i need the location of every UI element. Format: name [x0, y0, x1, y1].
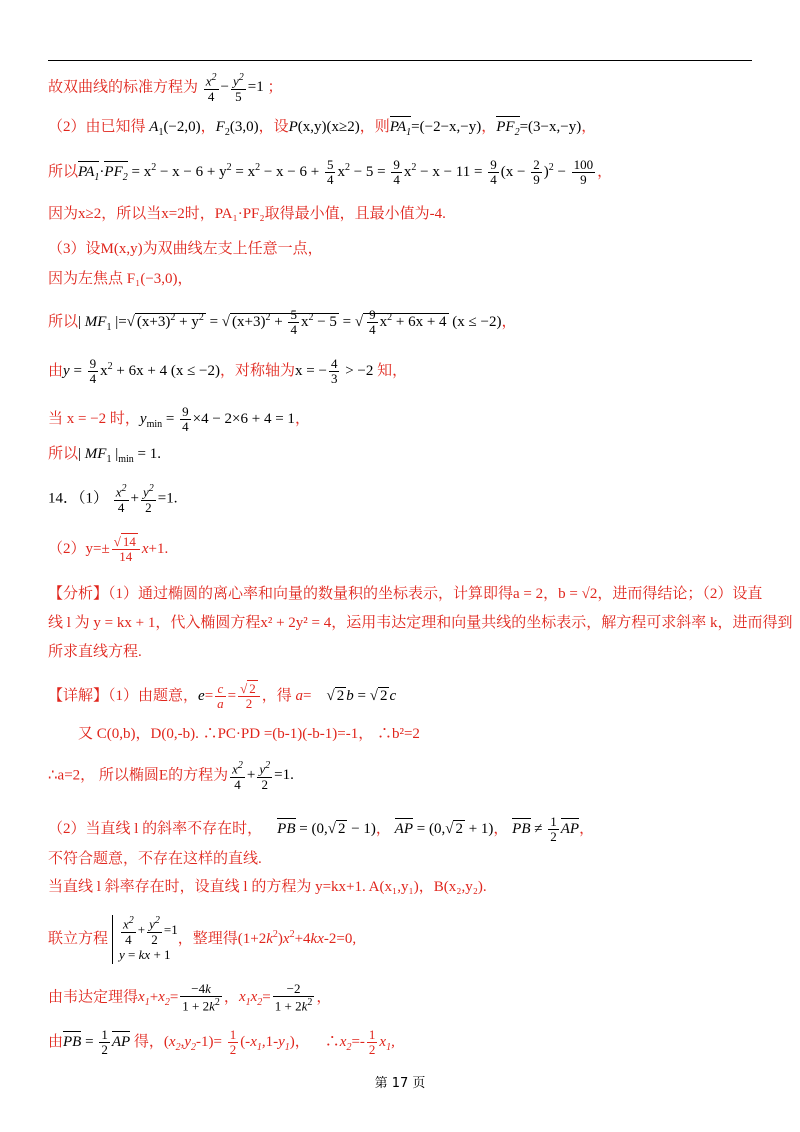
line-part3-setup — [48, 240, 323, 258]
top-rule — [48, 60, 752, 61]
line-symmetry-axis: 由y = $\frac{9}{4}$ $x^2 + 6x + 4$ (x ≤ −2)，对称轴为x = − $\frac{4}{3}$ > −2 知， — [48, 356, 408, 387]
line-no-such-line — [48, 850, 262, 868]
line-ellipse-equation: ∴a=2， 所以椭圆E的方程为 $\frac{x^2}{4}$ + $\frac{y^2}{2}$ =1. — [48, 760, 294, 792]
equation-system: $\frac{x^2}{4}$ + $\frac{y^2}{2}$ =1 y = kx + 1 — [112, 915, 178, 964]
page-number: 第 17 页 — [374, 1076, 426, 1091]
line-text: 又 C(0,b)，D(0,-b). ∴PC·PD =(b-1)(-b-1)=-1， ∴b²=2 — [78, 726, 420, 742]
line-text: 所以 — [48, 314, 79, 331]
line-slope-undefined: （2）当直线 l 的斜率不存在时， PB = (0,√ 2 − 1)， AP = (0,√ 2 + 1)， PB ≠ $\frac{1}{2}$ AP， — [48, 814, 595, 845]
line-text: 【分析】（1）通过椭圆的离心率和向量的数量积的坐标表示，计算即得a = 2，b = √2，进而得结论；（2）设直 — [48, 586, 763, 602]
line-text: 由韦达定理得 — [48, 989, 139, 1006]
line-slope-exists — [48, 878, 487, 896]
line-text: （2）y=± — [48, 541, 110, 558]
line-text: 不符合题意，不存在这样的直线. — [48, 851, 262, 867]
line-text: 当 x = −2 时， — [48, 411, 140, 428]
line-detail-1: 【详解】（1）由题意，e= $\frac{c}{a}$ = $\frac{√ 2}{2}$ ，得 a= √ 2 b = √ 2 c — [48, 681, 397, 712]
line-text: 线 l 为 y = kx + 1，代入椭圆方程x² + 2y² = 4，运用韦达定理和向量共线的坐标表示，解方程可求斜率 k，进而得到 — [48, 615, 793, 631]
line-min-value — [48, 205, 446, 223]
line-analysis-3 — [48, 643, 142, 661]
line-analysis-2 — [48, 614, 793, 632]
line-text: 因为x≥2，所以当x=2时，PA₁·PF₂取得最小值，且最小值为-4. — [48, 206, 446, 222]
line-q14-part1: 14．（1） $\frac{x^2}{4}$ + $\frac{y^2}{2}$ =1. — [48, 483, 178, 515]
line-part2-setup: （2）由已知得 $A_1(-2,0)$，$F_2(3,0)$，设P(x,y)(x≥2)，则$PA_1=(-2-x,-y)$，$PF_2=(3-x,-y)$， — [48, 119, 597, 138]
line-text: 由 — [48, 363, 64, 380]
line-text: 由 — [48, 1034, 64, 1051]
line-text: 【详解】（1）由题意， — [48, 688, 199, 705]
line-text: （3）设M(x,y)为双曲线左支上任意一点， — [48, 241, 323, 257]
line-system: 联立方程 $\frac{x^2}{4}$ + $\frac{y^2}{2}$ =1 y = kx + 1 ，整理得$(1+2k^2)x^2+4kx-2=0$, — [48, 915, 357, 962]
line-distance: 所以| $MF_1$ |=√ $(x+3)^2 + y^2$ = √ $(x+3)^2$ + $\frac{5}{4}$ $x^2 - 5$ = √ $\frac{9}{4}$ $x^2 + 6x + 4$ (x ≤ −2)， — [48, 307, 517, 338]
line-text: 联立方程 — [48, 930, 109, 947]
line-text: 故双曲线的标准方程为 — [48, 79, 199, 96]
line-analysis-1 — [48, 585, 762, 603]
math-hyperbola: $\frac{x^2}{4}$ − $\frac{y^2}{5}$ =1 — [205, 72, 268, 104]
line-text: 14．（1） — [48, 490, 109, 507]
line-ymin: 当 x = −2 时，$y_{min}$ = $\frac{9}{4}$ ×4 − 2×6 + 4 = 1， — [48, 404, 310, 435]
line-text: 所以 — [48, 164, 79, 181]
line-hyperbola-equation: 故双曲线的标准方程为 $\frac{x^2}{4}$ − $\frac{y^2}{5}$ =1 ； — [48, 72, 283, 104]
line-vector-relation: 由PB = $\frac{1}{2}$ AP 得，$(x_2,y_2-1)=$ $\frac{1}{2}$ $(-x_1,1-y_1)$， $\therefore x_2=-$ $\frac{1}{2}$ $x_1$, — [48, 1027, 395, 1058]
line-q14-part2: （2）y=± $\frac{√ 14}{14}$ x+1. — [48, 534, 169, 565]
line-text: 所以 — [48, 446, 79, 462]
line-text: 当直线 l 斜率存在时，设直线 l 的方程为 y=kx+1. A(x₁,y₁)，B(x₂,y₂). — [48, 879, 487, 895]
line-text: 因为左焦点 F₁(−3,0)， — [48, 271, 193, 287]
line-mf-min: 所以| $MF_1$ $|_{min} = 1$. — [48, 446, 161, 465]
line-vieta: 由韦达定理得$x_1+x_2=$ $\frac{-4k}{1 + 2k^2}$ ，$x_1x_2=$ $\frac{-2}{1 + 2k^2}$ ， — [48, 981, 332, 1014]
line-text: ∴a=2， 所以椭圆E的方程为 — [48, 767, 229, 784]
line-dot-product: 所以$PA_1\cdot PF_2 = x^2 - x - 6 + y^2 = x^2 - x - 6$ + $\frac{5}{4}$ $x^2 - 5$ = $\frac{9}{4}$ $x^2 - x - 11$ = $\frac{9}{4}$ (x − $\frac{2}{9}$ )$^2$ − $\frac{100}{9}$ ， — [48, 157, 613, 188]
line-left-focus — [48, 270, 193, 288]
line-text: 所求直线方程. — [48, 644, 142, 660]
line-text: （2）当直线 l 的斜率不存在时， — [48, 821, 263, 838]
line-detail-2 — [78, 725, 420, 743]
line-text: （2）由已知得 — [48, 119, 146, 135]
